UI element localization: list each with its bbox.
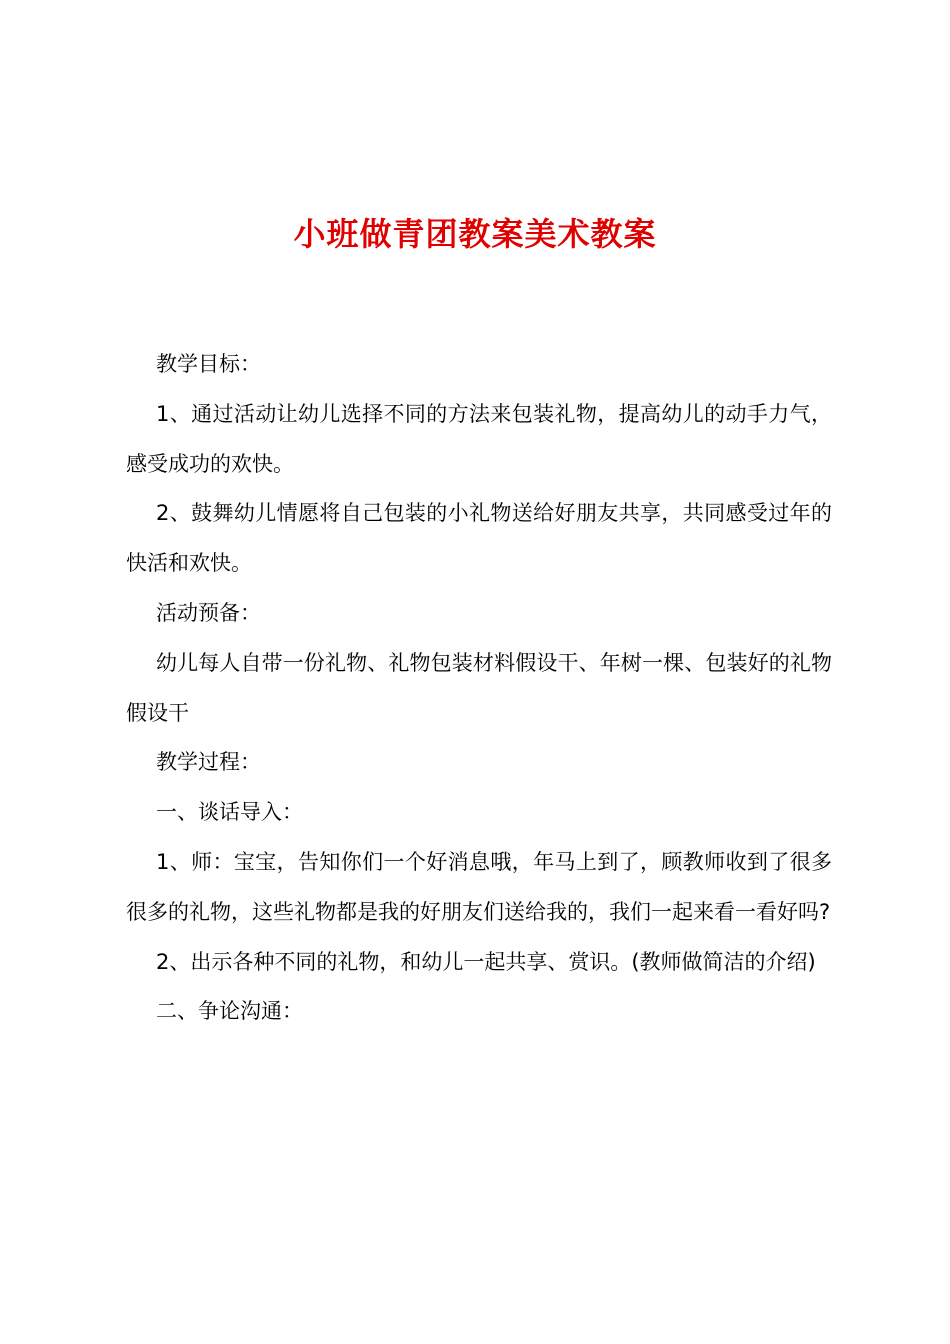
paragraph-preparation-heading: 活动预备： [156,600,261,625]
paragraph-preparation-items: 幼儿每人自带一份礼物、礼物包装材料假设干、年树一棵、包装好的礼物假设干 [126,650,832,725]
paragraph-goal-1: 1、通过活动让幼儿选择不同的方法来包装礼物，提高幼儿的动手力气，感受成功的欢快。 [126,401,832,476]
paragraph-goal-2: 2、鼓舞幼儿情愿将自己包装的小礼物送给好朋友共享，共同感受过年的快活和欢快。 [126,501,832,576]
document-body [126,340,832,1037]
document-title: 小班做青团教案美术教案 [293,215,657,253]
paragraph-teaching-goals-heading: 教学目标： [156,352,261,376]
paragraph-process-heading: 教学过程： [156,750,261,775]
paragraph-section-1-heading: 一、谈话导入： [156,800,303,825]
paragraph-section-2-heading: 二、争论沟通： [156,999,303,1024]
paragraph-step-2: 2、出示各种不同的礼物，和幼儿一起共享、赏识。(教师做简洁的介绍) [156,949,816,974]
paragraph-step-1: 1、师：宝宝，告知你们一个好消息哦，年马上到了，顾教师收到了很多很多的礼物，这些礼物都是我的好朋友们送给我的，我们一起来看一看好吗? [126,849,832,924]
